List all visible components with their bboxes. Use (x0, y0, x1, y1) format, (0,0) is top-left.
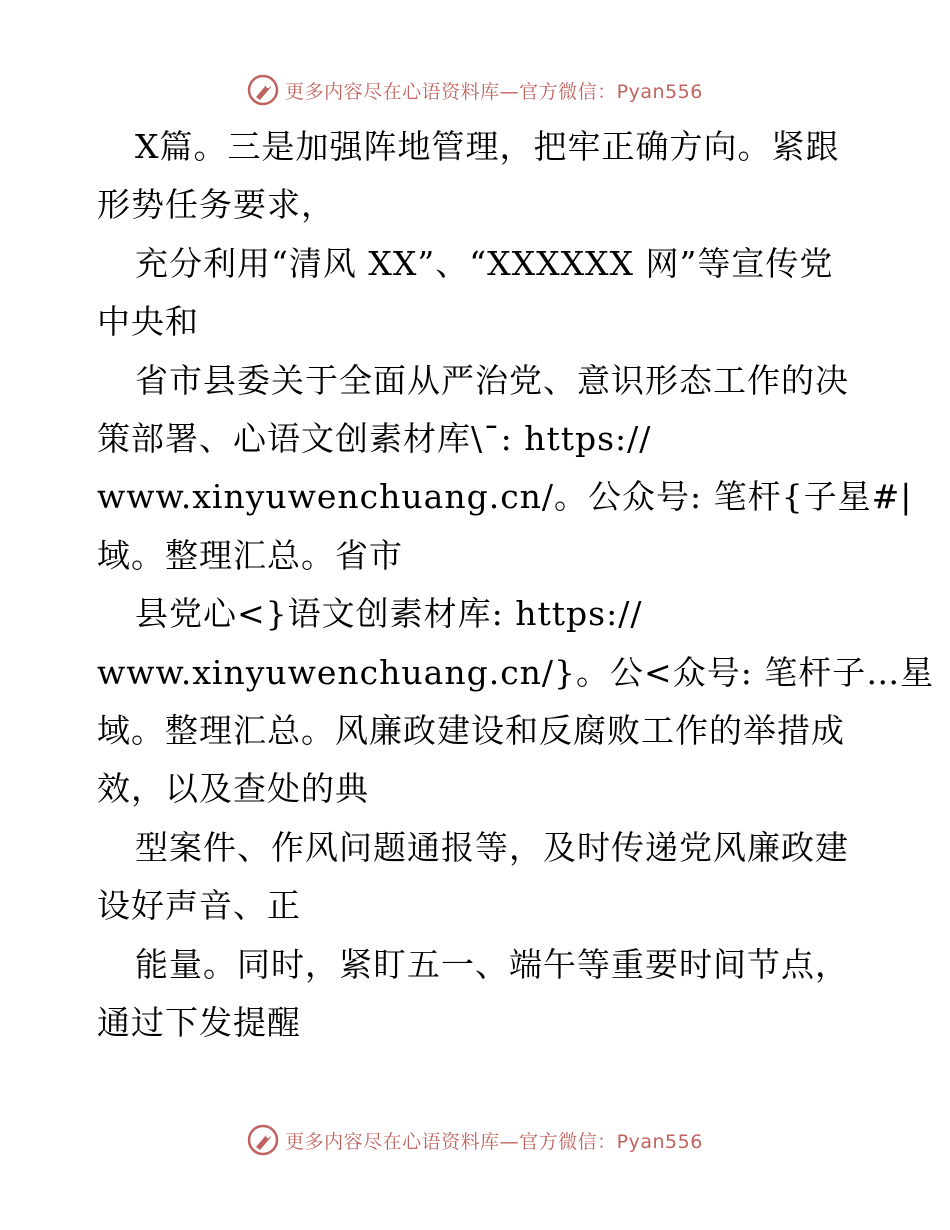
banner-text: 更多内容尽在心语资料库—官方微信：Pyan556 (285, 1130, 703, 1153)
pen-nib-icon (247, 1124, 279, 1156)
banner-text: 更多内容尽在心语资料库—官方微信：Pyan556 (285, 80, 703, 103)
text-line: 策部署、心语文创素材库\¯: https:// (97, 419, 652, 459)
text-line: 省市县委关于全面从严治党、意识形态工作的决 (135, 360, 849, 400)
text-line: 通过下发提醒 (97, 1003, 301, 1043)
text-line: 形势任务要求， (97, 185, 335, 225)
text-line: 中央和 (97, 302, 199, 342)
document-body (97, 118, 935, 1053)
text-line: 县党心<}语文创素材库: https:// (135, 594, 643, 634)
text-line: 型案件、作风问题通报等，及时传递党风廉政建 (135, 827, 849, 867)
text-line: X篇。三是加强阵地管理，把牢正确方向。紧跟 (135, 127, 840, 166)
header-banner (0, 70, 950, 110)
text-line: 域。整理汇总。风廉政建设和反腐败工作的举措成 (97, 711, 845, 751)
text-line: 域。整理汇总。省市 (97, 535, 403, 575)
text-line: 设好声音、正 (97, 886, 301, 926)
text-line: 效，以及查处的典 (97, 769, 369, 809)
pen-nib-icon (247, 74, 279, 106)
text-line: 充分利用“清风 XX”、“XXXXXX 网”等宣传党 (135, 243, 834, 283)
text-line: www.xinyuwenchuang.cn/}。公<众号: 笔杆子…星 (97, 652, 935, 692)
text-line: www.xinyuwenchuang.cn/。公众号: 笔杆{子星#| (97, 477, 913, 517)
text-line: 能量。同时，紧盯五一、端午等重要时间节点， (135, 944, 849, 984)
footer-banner (0, 1120, 950, 1160)
